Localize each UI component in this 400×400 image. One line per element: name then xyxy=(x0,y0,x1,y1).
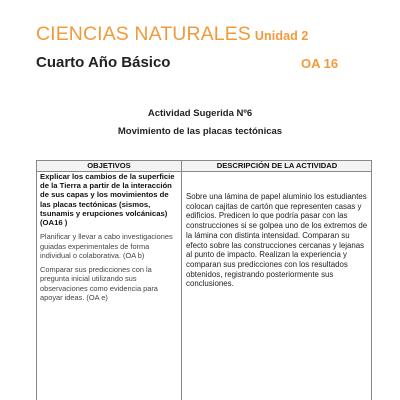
header-descripcion: DESCRIPCIÓN DE LA ACTIVIDAD xyxy=(216,161,338,170)
unit-label: Unidad 2 xyxy=(254,29,309,43)
grade-label: Cuarto Año Básico xyxy=(36,54,171,71)
subject-title-text: CIENCIAS NATURALES xyxy=(36,23,251,45)
descripcion-text: Sobre una lámina de papel aluminio los estudiantes colocan cajitas de cartón que representen casas y edificios. Predicen lo que podría pasar con las construcciones si se golpea uno de los extremos de la lámina con distinta intensidad. Comparan su efecto sobre las construcciones cercanas y lejanas al punto de impacto. Realizan la experiencia y comparan sus predicciones con los resultados obtenidos, registrando posteriormente sus conclusiones. xyxy=(186,192,368,289)
activity-table xyxy=(36,160,372,400)
objetivo-b: Planificar y llevar a cabo investigaciones guiadas experimentales de forma individual o colaborativa. (OA b) xyxy=(40,232,173,260)
column-divider xyxy=(181,161,182,400)
descripcion-cell xyxy=(186,192,369,289)
subject-title xyxy=(36,23,309,46)
header-objetivos: OBJETIVOS xyxy=(87,161,131,170)
oa-label: OA 16 xyxy=(301,56,339,71)
objetivos-cell xyxy=(40,172,179,302)
activity-subtitle: Movimiento de las placas tectónicas xyxy=(117,126,283,137)
objetivo-principal: Explicar los cambios de la superficie de la Tierra a partir de la interacción de sus capas y los movimientos de las placas tectónicas (sismos, tsunamis y erupciones volcánicas) (OA16 ) xyxy=(40,172,175,228)
objetivo-e: Comparar sus predicciones con la pregunta inicial utilizando sus observaciones como evidencia para apoyar ideas. (OA e) xyxy=(40,265,158,302)
activity-title: Actividad Sugerida Nº6 xyxy=(147,108,253,119)
